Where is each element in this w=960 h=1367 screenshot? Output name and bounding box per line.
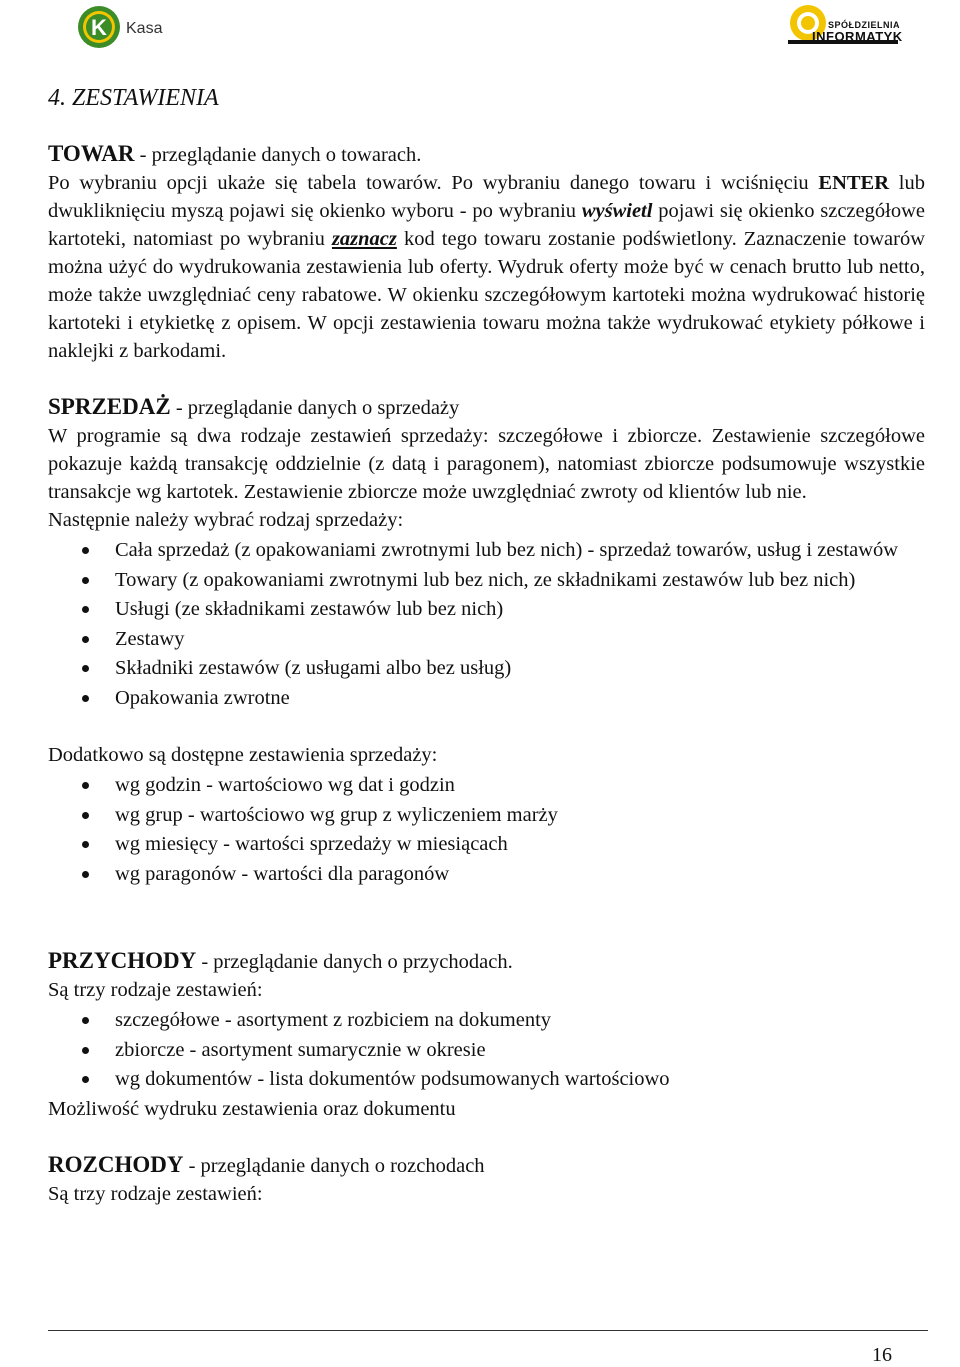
list-item	[48, 830, 925, 858]
list-item	[48, 1065, 925, 1093]
section-subtitle: - przeglądanie danych o rozchodach	[183, 1154, 485, 1177]
section-title: ROZCHODY	[48, 1151, 184, 1177]
kasa-logo-text: Kasa	[126, 20, 163, 37]
section-sprzedaz-extra: Dodatkowo są dostępne zestawienia sprzedaży:	[48, 744, 438, 766]
list-item	[48, 595, 925, 623]
bullet-icon	[82, 841, 89, 848]
page-number: 16	[872, 1344, 892, 1366]
informatyk-logo-top: SPÓŁDZIELNIA	[828, 20, 901, 30]
section-rozchody-heading	[48, 1151, 925, 1180]
sales-extra-list	[48, 771, 925, 888]
k-logo-icon	[76, 4, 122, 50]
list-item-text: Usługi (ze składnikami zestawów lub bez nich)	[115, 598, 504, 620]
income-report-list	[48, 1006, 925, 1093]
list-item	[48, 860, 925, 888]
informatyk-logo-bottom: INFORMATYK	[812, 29, 903, 44]
text-run: Po wybraniu opcji ukaże się tabela towarów. Po wybraniu danego towaru i wciśnięciu	[48, 172, 819, 194]
bullet-icon	[82, 812, 89, 819]
bullet-icon	[82, 547, 89, 554]
section-title: TOWAR	[48, 141, 135, 166]
list-item	[48, 684, 925, 712]
bullet-icon	[82, 606, 89, 613]
list-item-text: Opakowania zwrotne	[115, 686, 290, 709]
list-item	[48, 1006, 925, 1034]
section-subtitle: - przeglądanie danych o sprzedaży	[170, 397, 460, 419]
list-item	[48, 536, 925, 564]
bullet-icon	[82, 1076, 89, 1083]
chapter-title: 4. ZESTAWIENIA	[48, 85, 219, 111]
section-sprzedaz-heading	[48, 393, 925, 422]
list-item-text: wg dokumentów - lista dokumentów podsumowanych wartościowo	[115, 1068, 670, 1090]
bullet-icon	[82, 1017, 89, 1024]
section-subtitle: - przeglądanie danych o towarach.	[134, 144, 422, 166]
text-run: kod tego towaru zostanie podświetlony. Zaznaczenie towarów można użyć do wydrukowania zestawienia lub oferty. Wydruk oferty może być w cenach brutto lub netto, może także uwzględniać ceny rabatowe. W okienku szczegółowym kartoteki można wydrukować historię kartoteki i etykietkę z opisem. W opcji zestawienia towaru można także wydrukować etykiety półkowe i naklejki z barkodami.	[48, 228, 925, 362]
list-item-text: szczegółowe - asortyment z rozbiciem na dokumenty	[115, 1009, 552, 1031]
section-przychody-intro: Są trzy rodzaje zestawień:	[48, 979, 263, 1001]
section-sprzedaz-body: W programie są dwa rodzaje zestawień sprzedaży: szczegółowe i zbiorcze. Zestawienie szczegółowe pokazuje każdą transakcję oddzielnie (z datą i paragonem), natomiast zbiorcze podsumowuje wszystkie transakcje wg kartotek. Zestawienie zbiorcze może uwzględniać zwroty od klientów lub nie.	[48, 425, 925, 503]
list-item-text: Cała sprzedaż (z opakowaniami zwrotnymi lub bez nich) - sprzedaż towarów, usług i zestawów	[115, 539, 899, 561]
list-item	[48, 654, 925, 682]
informatyk-logo	[784, 2, 912, 48]
kasa-logo	[76, 4, 162, 50]
list-item-text: Składniki zestawów (z usługami albo bez usług)	[115, 657, 512, 679]
bullet-icon	[82, 1047, 89, 1054]
section-title: SPRZEDAŻ	[48, 394, 171, 419]
section-subtitle: - przeglądanie danych o przychodach.	[196, 951, 513, 973]
list-item	[48, 801, 925, 829]
text-bold-italic-underline: zaznacz	[331, 228, 397, 250]
list-item	[48, 625, 925, 653]
list-item	[48, 771, 925, 799]
list-item	[48, 566, 925, 594]
footer-divider	[48, 1330, 928, 1331]
bullet-icon	[82, 871, 89, 878]
list-item-text: wg grup - wartościowo wg grup z wyliczeniem marży	[115, 803, 558, 826]
bullet-icon	[82, 782, 89, 789]
bullet-icon	[82, 695, 89, 702]
list-item-text: wg paragonów - wartości dla paragonów	[115, 862, 450, 885]
text-bold: ENTER	[818, 172, 890, 194]
bullet-icon	[82, 577, 89, 584]
list-item-text: wg miesięcy - wartości sprzedaży w miesiącach	[115, 833, 508, 855]
svg-text:K: K	[91, 15, 107, 40]
list-item-text: wg godzin - wartościowo wg dat i godzin	[115, 774, 455, 796]
sales-type-list	[48, 536, 925, 712]
text-bold-italic: wyświetl	[581, 200, 653, 222]
text-run: pojawi się okienko szczegółowe kartoteki, natomiast po wybraniu	[48, 200, 925, 250]
section-przychody-heading	[48, 947, 925, 976]
section-title: PRZYCHODY	[48, 948, 197, 973]
bullet-icon	[82, 636, 89, 643]
list-item	[48, 1036, 925, 1064]
bullet-icon	[82, 665, 89, 672]
list-item-text: Towary (z opakowaniami zwrotnymi lub bez nich, ze składnikami zestawów lub bez nich)	[115, 568, 856, 591]
list-item-text: zbiorcze - asortyment sumarycznie w okresie	[115, 1038, 486, 1061]
section-rozchody-intro: Są trzy rodzaje zestawień:	[48, 1182, 263, 1205]
section-sprzedaz-intro: Następnie należy wybrać rodzaj sprzedaży:	[48, 509, 404, 531]
text-run: lub dwukliknięciu myszą pojawi się okienko wyboru - po wybraniu	[48, 172, 925, 222]
list-item-text: Zestawy	[115, 627, 185, 650]
section-przychody-note: Możliwość wydruku zestawienia oraz dokumentu	[48, 1097, 456, 1120]
section-towar-body	[48, 169, 925, 365]
main-content	[48, 84, 925, 1208]
section-towar-heading	[48, 140, 925, 169]
